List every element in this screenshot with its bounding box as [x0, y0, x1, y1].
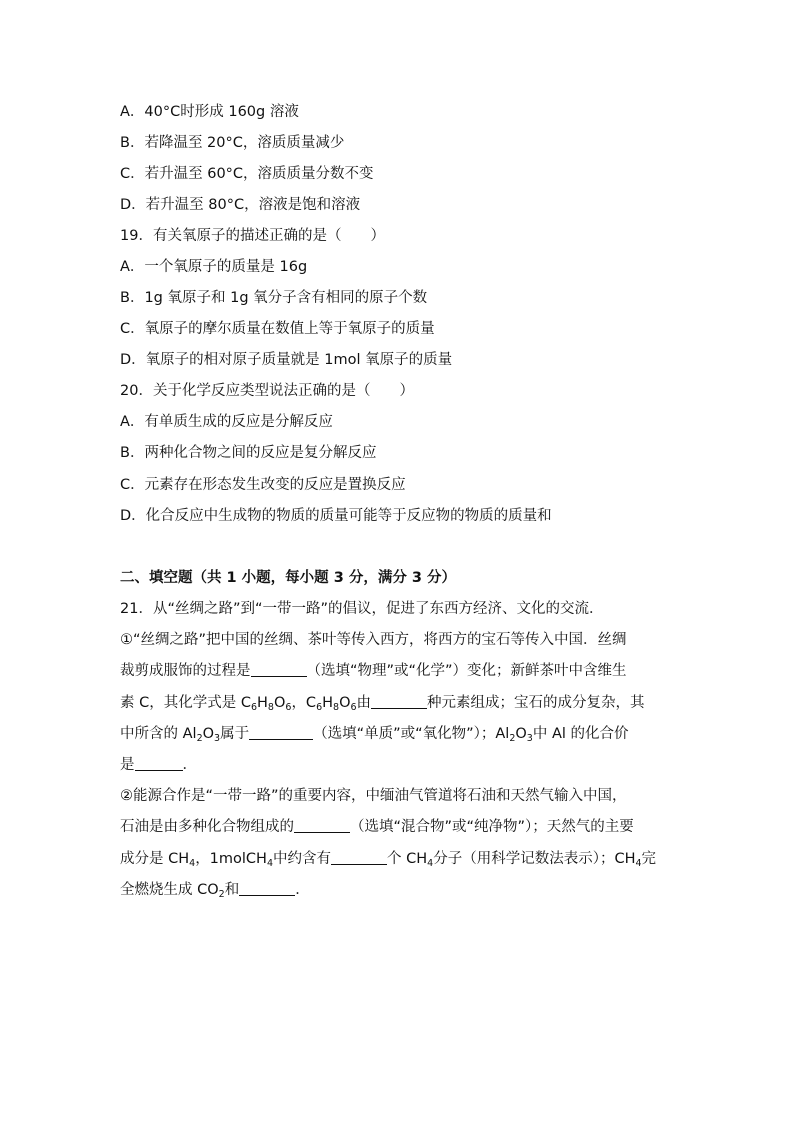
- text-segment: ．: [182, 757, 197, 773]
- q21-stem: 21．从“丝绸之路”到“一带一路”的倡议，促进了东西方经济、文化的交流．: [120, 601, 604, 617]
- q20-option-b: B．两种化合物之间的反应是复分解反应: [120, 445, 377, 461]
- text-segment: O: [515, 726, 527, 742]
- subscript: 6: [250, 702, 258, 713]
- text-segment: 属于: [220, 726, 250, 742]
- q18-option-b: B．若降温至 20°C，溶质质量减少: [120, 135, 345, 151]
- text-segment: 中所含的 Al: [120, 726, 197, 742]
- q19-option-c: C．氧原子的摩尔质量在数值上等于氧原子的质量: [120, 321, 435, 337]
- subscript: 6: [350, 702, 357, 713]
- q19-option-a: A．一个氧原子的质量是 16g: [120, 259, 308, 275]
- q21-part1-line5: [120, 755, 197, 775]
- text-segment: ．: [295, 882, 310, 898]
- text-segment: 个 CH: [387, 851, 428, 867]
- subscript: 6: [316, 702, 323, 713]
- q19-option-b: B．1g 氧原子和 1g 氧分子含有相同的原子个数: [120, 290, 428, 306]
- text-segment: 中 Al 的化合价: [532, 726, 629, 742]
- text-segment: 完: [641, 851, 657, 867]
- text-segment: 素 C，其化学式是 C: [120, 695, 251, 711]
- q21-part1-line1: ①“丝绸之路”把中国的丝绸、茶叶等传入西方，将西方的宝石等传入中国．丝绸: [120, 632, 627, 648]
- q21-part2-line4: [120, 880, 310, 900]
- text-segment: H: [257, 695, 268, 711]
- text-segment: 成分是 CH: [120, 851, 190, 867]
- q18-option-d: D．若升温至 80°C，溶液是饱和溶液: [120, 197, 361, 213]
- text-segment: 种元素组成；宝石的成分复杂，其: [427, 695, 645, 711]
- q19-option-d: D．氧原子的相对原子质量就是 1mol 氧原子的质量: [120, 352, 453, 368]
- subscript: 2: [196, 733, 203, 744]
- subscript: 4: [266, 858, 274, 869]
- answer-blank[interactable]: [294, 818, 350, 833]
- subscript: 6: [285, 702, 292, 713]
- q21-part1-line2: [120, 661, 627, 681]
- answer-blank[interactable]: [331, 850, 387, 865]
- text-segment: （选填“混合物”或“纯净物”）；天然气的主要: [350, 819, 634, 835]
- q18-option-c: C．若升温至 60°C，溶质质量分数不变: [120, 166, 374, 182]
- subscript: 4: [635, 858, 642, 869]
- q20-stem: 20．关于化学反应类型说法正确的是（ ）: [120, 383, 414, 399]
- subscript: 8: [267, 702, 274, 713]
- q21-part1-line3: [120, 693, 645, 713]
- subscript: 8: [333, 702, 340, 713]
- subscript: 2: [509, 733, 516, 744]
- q20-option-d: D．化合反应中生成物的物质的质量可能等于反应物的物质的质量和: [120, 508, 552, 524]
- subscript: 4: [427, 858, 434, 869]
- text-segment: 由: [356, 695, 372, 711]
- text-segment: O: [202, 726, 215, 742]
- text-segment: 全燃烧生成 CO: [120, 882, 219, 898]
- subscript: 2: [218, 889, 225, 900]
- q19-stem: 19．有关氧原子的描述正确的是（ ）: [120, 228, 385, 244]
- q20-option-c: C．元素存在形态发生改变的反应是置换反应: [120, 477, 406, 493]
- answer-blank[interactable]: [135, 756, 183, 771]
- text-segment: 石油是由多种化合物组成的: [120, 819, 294, 835]
- section-heading: 二、填空题（共 1 小题，每小题 3 分，满分 3 分）: [120, 570, 457, 586]
- text-segment: ，C: [291, 695, 317, 711]
- text-segment: 分子（用科学记数法表示）；CH: [433, 851, 636, 867]
- q21-part2-line3: [120, 849, 656, 869]
- q21-part2-line1: ②能源合作是“一带一路”的重要内容，中缅油气管道将石油和天然气输入中国，: [120, 788, 627, 804]
- text-segment: （选填“单质”或“氧化物”）；Al: [313, 726, 510, 742]
- text-segment: 和: [224, 882, 240, 898]
- text-segment: H: [322, 695, 334, 711]
- text-segment: O: [339, 695, 351, 711]
- subscript: 4: [189, 858, 196, 869]
- subscript: 3: [214, 733, 221, 744]
- q18-option-a: A．40°C时形成 160g 溶液: [120, 104, 299, 120]
- answer-blank[interactable]: [249, 725, 313, 740]
- q20-option-a: A．有单质生成的反应是分解反应: [120, 414, 333, 430]
- answer-blank[interactable]: [371, 694, 427, 709]
- text-segment: ，1molCH: [195, 851, 267, 867]
- text-segment: （选填“物理”或“化学”）变化；新鲜茶叶中含维生: [306, 663, 627, 679]
- q21-part1-line4: [120, 724, 629, 744]
- answer-blank[interactable]: [239, 881, 295, 896]
- text-segment: 中约含有: [273, 851, 332, 867]
- answer-blank[interactable]: [251, 662, 307, 677]
- text-segment: 裁剪成服饰的过程是: [120, 663, 251, 679]
- text-segment: 是: [120, 757, 135, 773]
- text-segment: O: [273, 695, 286, 711]
- subscript: 3: [526, 733, 533, 744]
- q21-part2-line2: [120, 817, 634, 837]
